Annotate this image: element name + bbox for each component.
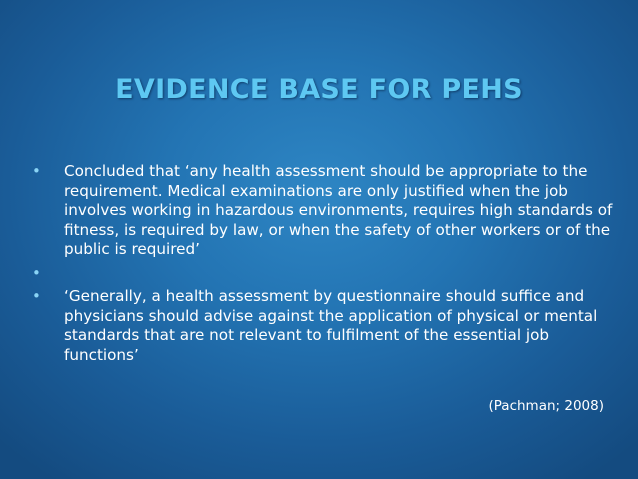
bullet-marker: •	[32, 162, 41, 180]
bullet-marker: •	[32, 287, 41, 305]
bullet-text: ‘Generally, a health assessment by questionnaire should suffice and physicians should advise against the application of physical or mental standards that are not relevant to fulfilment of the essential job functions’	[64, 287, 598, 364]
bullet-list	[32, 162, 622, 369]
slide-title: EVIDENCE BASE FOR PEHS	[115, 74, 523, 105]
citation: (Pachman; 2008)	[488, 398, 604, 414]
bullet-marker: •	[32, 263, 41, 282]
bullet-item	[32, 287, 622, 365]
bullet-item	[32, 264, 622, 284]
bullet-item	[32, 162, 622, 260]
bullet-text: Concluded that ‘any health assessment should be appropriate to the requirement. Medical examinations are only justified when the job involves working in hazardous environments, requires high standards of fitness, is required by law, or when the safety of other workers or of the public is required’	[64, 162, 613, 258]
